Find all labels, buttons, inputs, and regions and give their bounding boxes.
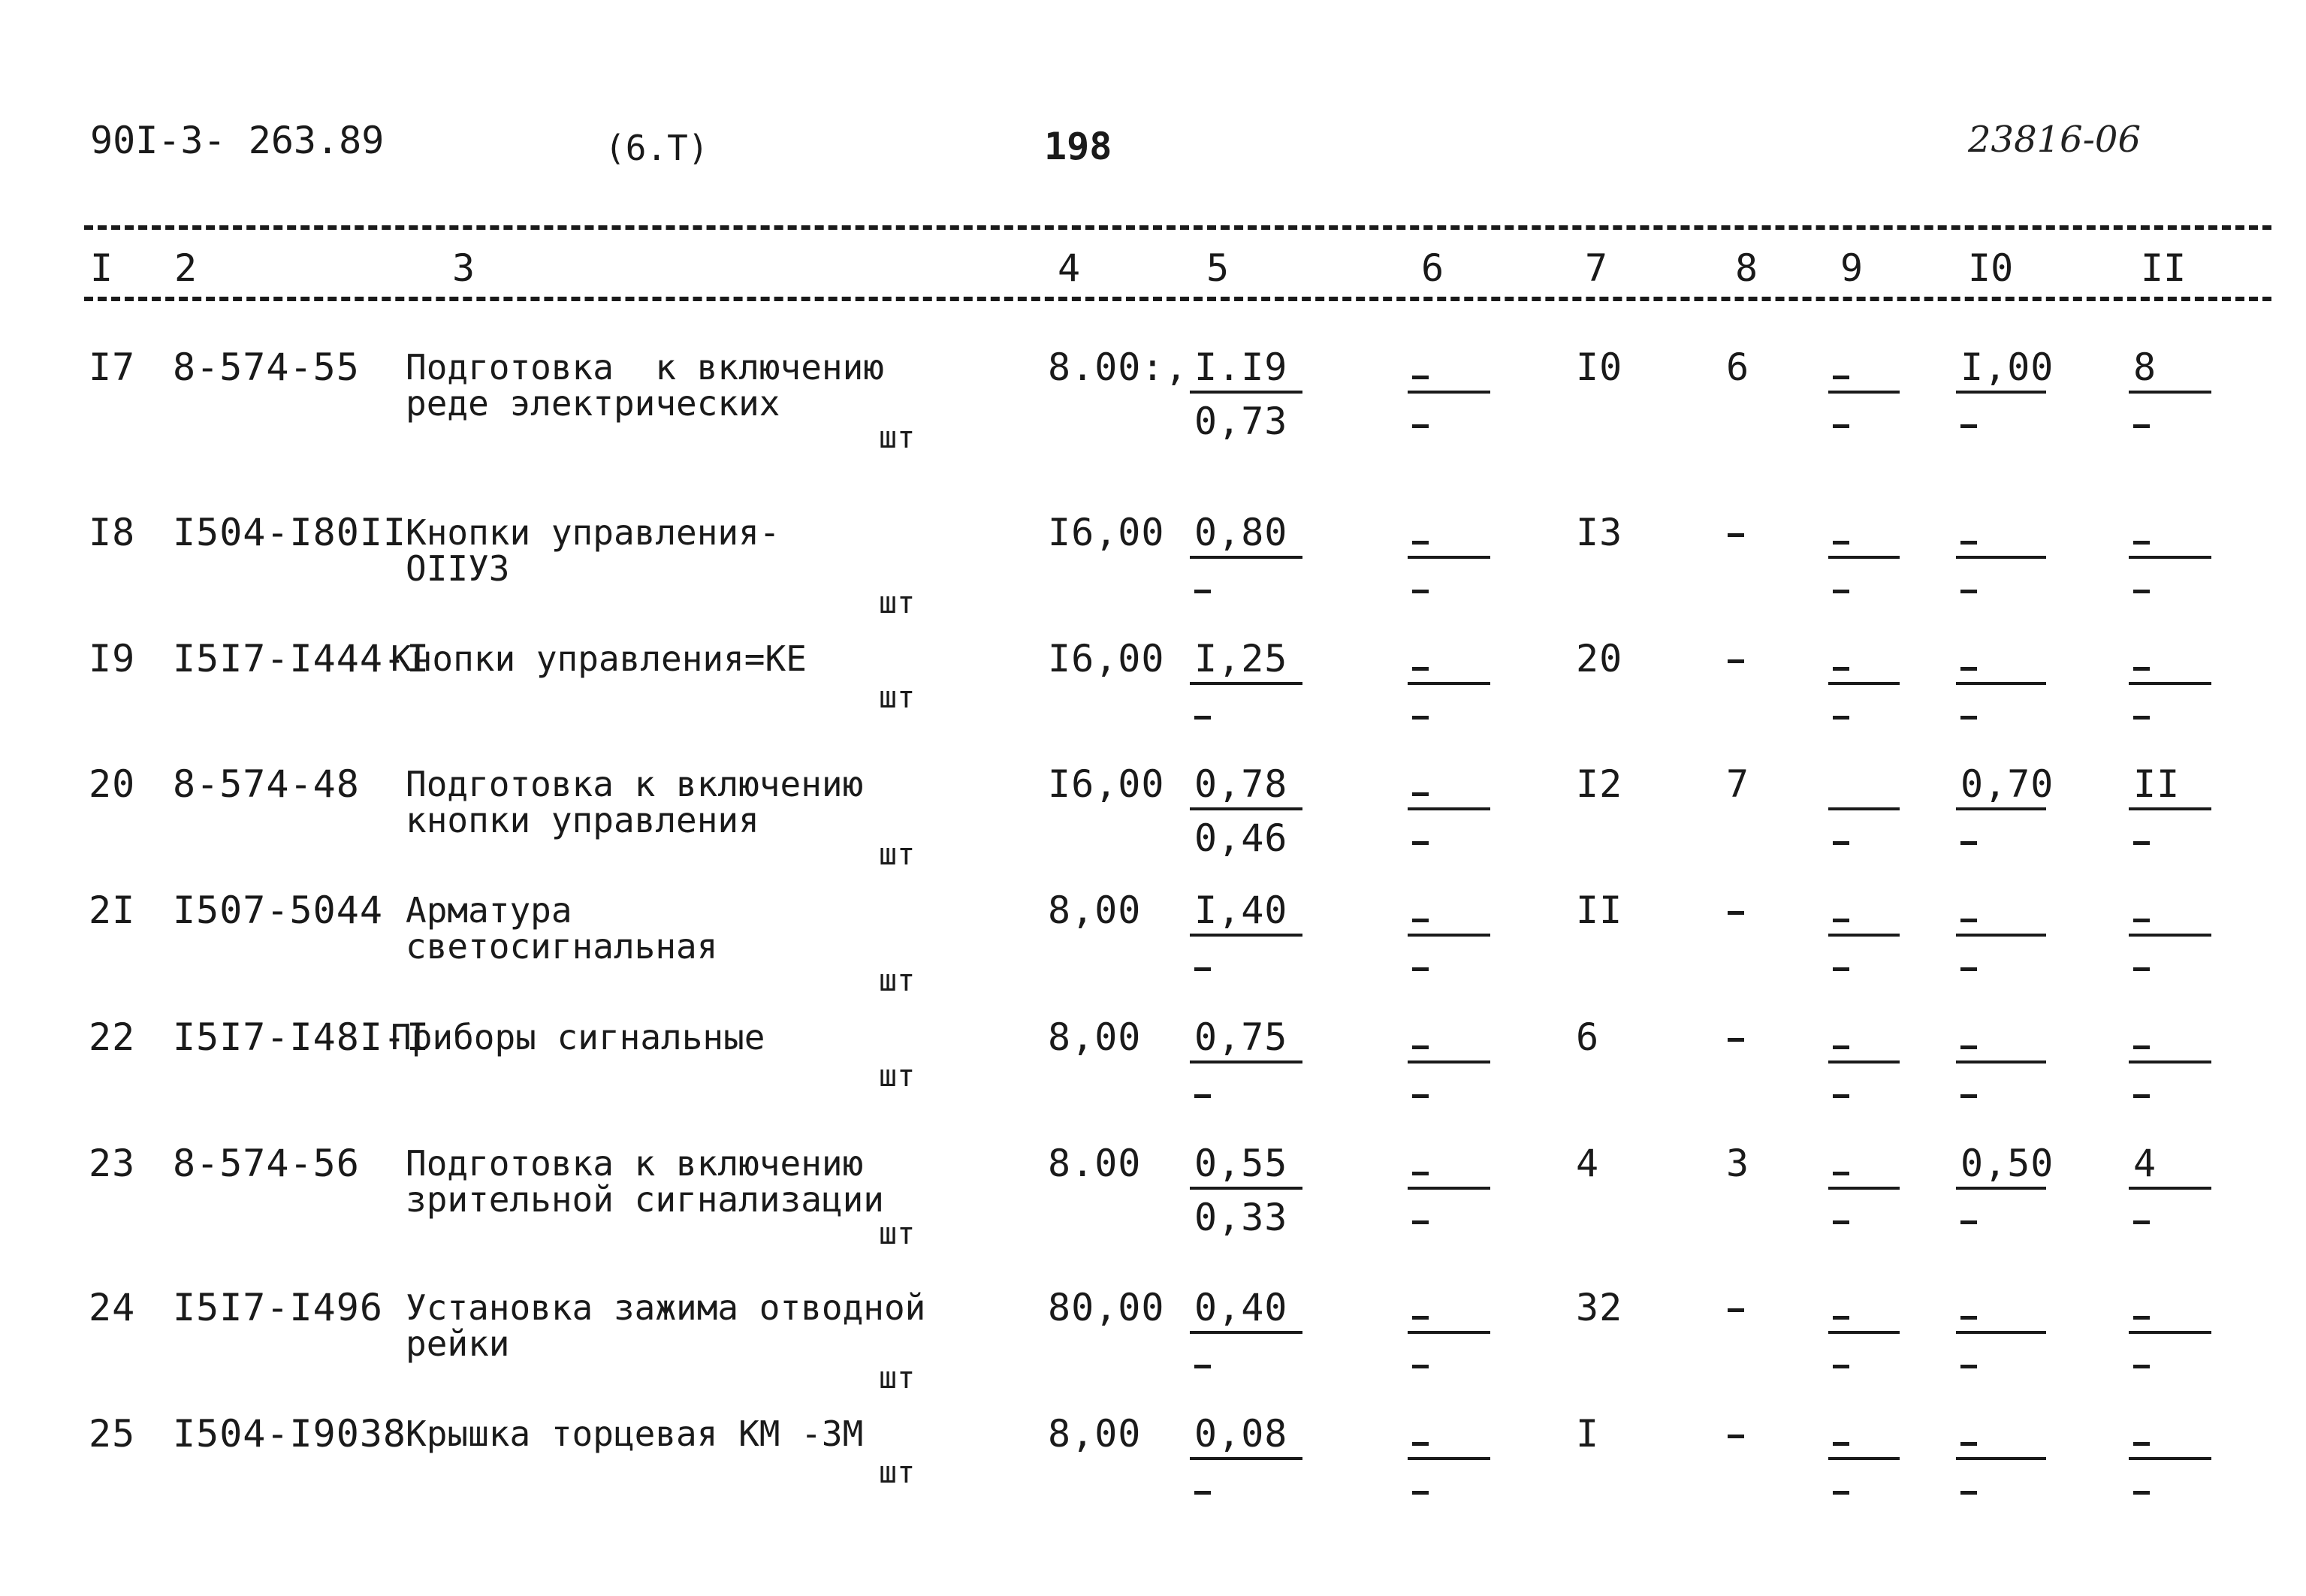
col10-bottom-dash bbox=[1960, 841, 1977, 845]
col11-top-dash bbox=[2133, 667, 2150, 671]
col5-top: 0,40 bbox=[1194, 1286, 1288, 1329]
col7-value: I3 bbox=[1576, 511, 1623, 554]
col11-bottom-dash bbox=[2133, 1220, 2150, 1224]
col5-rule bbox=[1190, 391, 1302, 394]
col6-top-dash bbox=[1412, 1442, 1429, 1446]
col5-top: I.I9 bbox=[1194, 345, 1288, 389]
col10-top: 0,50 bbox=[1960, 1142, 2054, 1185]
col9-bottom-dash bbox=[1833, 424, 1849, 428]
col8-dash bbox=[1728, 1308, 1744, 1312]
item-name-line-1: Подготовка к включению bbox=[406, 347, 884, 388]
column-header-11: II bbox=[2141, 246, 2187, 290]
column-header-10: I0 bbox=[1968, 246, 2014, 290]
col11-rule bbox=[2129, 807, 2211, 810]
col5-rule bbox=[1190, 682, 1302, 685]
col10-top: I,00 bbox=[1960, 345, 2054, 389]
item-unit: шт bbox=[879, 1456, 916, 1490]
col9-rule bbox=[1828, 1331, 1900, 1334]
row-number: I9 bbox=[89, 637, 136, 680]
col10-bottom-dash bbox=[1960, 1365, 1977, 1368]
col11-rule bbox=[2129, 1187, 2211, 1190]
col10-rule bbox=[1956, 1457, 2046, 1460]
item-code: I504-I9038 bbox=[173, 1412, 407, 1456]
column-header-2: 2 bbox=[174, 246, 198, 290]
col6-rule bbox=[1408, 1187, 1490, 1190]
col5-top: 0,78 bbox=[1194, 762, 1288, 806]
item-name-line-2: реде электрических bbox=[406, 383, 780, 424]
col9-top-dash bbox=[1833, 1316, 1849, 1320]
col10-bottom-dash bbox=[1960, 1220, 1977, 1224]
col6-bottom-dash bbox=[1412, 967, 1429, 971]
col9-top-dash bbox=[1833, 376, 1849, 379]
quantity: 8.00 bbox=[1048, 1142, 1142, 1185]
col8-dash bbox=[1728, 911, 1744, 915]
item-name-line-1: Установка зажима отводной bbox=[406, 1287, 926, 1328]
col5-top: 0,75 bbox=[1194, 1015, 1288, 1059]
archive-number: 23816-06 bbox=[1968, 119, 2141, 161]
col6-rule bbox=[1408, 934, 1490, 937]
item-code: I5I7-I496 bbox=[173, 1286, 383, 1329]
col5-bottom-dash bbox=[1194, 1365, 1211, 1368]
col5-rule bbox=[1190, 1457, 1302, 1460]
col9-bottom-dash bbox=[1833, 1365, 1849, 1368]
col10-bottom-dash bbox=[1960, 716, 1977, 720]
quantity: I6,00 bbox=[1048, 511, 1165, 554]
row-number: 22 bbox=[89, 1015, 136, 1059]
col10-bottom-dash bbox=[1960, 1491, 1977, 1495]
col8-value: 7 bbox=[1726, 762, 1750, 806]
col5-bottom-dash bbox=[1194, 590, 1211, 593]
item-name-line-2: светосигнальная bbox=[406, 926, 718, 967]
row-number: I7 bbox=[89, 345, 136, 389]
col10-top-dash bbox=[1960, 1045, 1977, 1049]
col10-bottom-dash bbox=[1960, 1094, 1977, 1098]
col6-bottom-dash bbox=[1412, 1220, 1429, 1224]
col6-top-dash bbox=[1412, 667, 1429, 671]
col10-rule bbox=[1956, 807, 2046, 810]
col5-rule bbox=[1190, 807, 1302, 810]
col5-top: 0,08 bbox=[1194, 1412, 1288, 1456]
column-header-6: 6 bbox=[1421, 246, 1444, 290]
col5-bottom: 0,46 bbox=[1194, 816, 1288, 860]
col10-top-dash bbox=[1960, 667, 1977, 671]
col11-bottom-dash bbox=[2133, 1094, 2150, 1098]
col9-rule bbox=[1828, 556, 1900, 559]
col9-bottom-dash bbox=[1833, 1491, 1849, 1495]
row-number: 24 bbox=[89, 1286, 136, 1329]
col6-bottom-dash bbox=[1412, 590, 1429, 593]
col9-rule bbox=[1828, 934, 1900, 937]
table-top-rule bbox=[84, 225, 2271, 230]
col6-rule bbox=[1408, 807, 1490, 810]
item-code: I5I7-I444-I bbox=[173, 637, 430, 680]
col9-rule bbox=[1828, 1187, 1900, 1190]
col5-top: 0,55 bbox=[1194, 1142, 1288, 1185]
col10-bottom-dash bbox=[1960, 424, 1977, 428]
col6-top-dash bbox=[1412, 792, 1429, 796]
item-name-line-2: рейки bbox=[406, 1323, 510, 1364]
col5-bottom-dash bbox=[1194, 967, 1211, 971]
col11-top: 4 bbox=[2133, 1142, 2157, 1185]
col8-value: 6 bbox=[1726, 345, 1750, 389]
col5-rule bbox=[1190, 1060, 1302, 1063]
col5-rule bbox=[1190, 1331, 1302, 1334]
row-number: 23 bbox=[89, 1142, 136, 1185]
col9-bottom-dash bbox=[1833, 590, 1849, 593]
col11-bottom-dash bbox=[2133, 1491, 2150, 1495]
col10-top: 0,70 bbox=[1960, 762, 2054, 806]
item-name-line-1: Приборы сигнальные bbox=[391, 1017, 765, 1057]
item-unit: шт bbox=[879, 421, 916, 455]
col6-bottom-dash bbox=[1412, 1365, 1429, 1368]
volume-label: (6.T) bbox=[605, 128, 709, 168]
col10-rule bbox=[1956, 934, 2046, 937]
col9-rule bbox=[1828, 682, 1900, 685]
col11-rule bbox=[2129, 1060, 2211, 1063]
col9-top-dash bbox=[1833, 1172, 1849, 1175]
col5-bottom: 0,73 bbox=[1194, 400, 1288, 443]
col6-bottom-dash bbox=[1412, 841, 1429, 845]
col9-rule bbox=[1828, 1060, 1900, 1063]
col9-bottom-dash bbox=[1833, 841, 1849, 845]
col7-value: 4 bbox=[1576, 1142, 1600, 1185]
col5-bottom-dash bbox=[1194, 1491, 1211, 1495]
col6-rule bbox=[1408, 1060, 1490, 1063]
column-header-7: 7 bbox=[1585, 246, 1608, 290]
quantity: 80,00 bbox=[1048, 1286, 1165, 1329]
col11-bottom-dash bbox=[2133, 590, 2150, 593]
item-name-line-1: Крышка торцевая КМ -3М bbox=[406, 1413, 864, 1454]
col6-rule bbox=[1408, 556, 1490, 559]
col8-dash bbox=[1728, 1038, 1744, 1042]
col9-bottom-dash bbox=[1833, 967, 1849, 971]
quantity: I6,00 bbox=[1048, 637, 1165, 680]
col11-rule bbox=[2129, 1331, 2211, 1334]
col10-bottom-dash bbox=[1960, 590, 1977, 593]
col5-top: I,25 bbox=[1194, 637, 1288, 680]
col11-top-dash bbox=[2133, 919, 2150, 922]
quantity: I6,00 bbox=[1048, 762, 1165, 806]
col6-top-dash bbox=[1412, 376, 1429, 379]
item-name-line-2: зрительной сигнализации bbox=[406, 1179, 884, 1220]
col5-bottom-dash bbox=[1194, 716, 1211, 720]
col5-bottom-dash bbox=[1194, 1094, 1211, 1098]
row-number: 25 bbox=[89, 1412, 136, 1456]
col7-value: II bbox=[1576, 889, 1623, 932]
col10-top-dash bbox=[1960, 1442, 1977, 1446]
col10-rule bbox=[1956, 1060, 2046, 1063]
col10-top-dash bbox=[1960, 919, 1977, 922]
item-unit: шт bbox=[879, 1361, 916, 1395]
col9-bottom-dash bbox=[1833, 1094, 1849, 1098]
col10-rule bbox=[1956, 1187, 2046, 1190]
col11-top-dash bbox=[2133, 541, 2150, 545]
col11-bottom-dash bbox=[2133, 424, 2150, 428]
column-header-1: I bbox=[90, 246, 113, 290]
item-code: 8-574-55 bbox=[173, 345, 360, 389]
col11-rule bbox=[2129, 391, 2211, 394]
col11-bottom-dash bbox=[2133, 716, 2150, 720]
col7-value: 32 bbox=[1576, 1286, 1623, 1329]
col9-top-dash bbox=[1833, 1442, 1849, 1446]
quantity: 8,00 bbox=[1048, 1015, 1142, 1059]
col6-top-dash bbox=[1412, 1316, 1429, 1320]
col5-top: 0,80 bbox=[1194, 511, 1288, 554]
document-code: 90I-3- 263.89 bbox=[90, 119, 385, 162]
col11-rule bbox=[2129, 682, 2211, 685]
item-unit: шт bbox=[879, 680, 916, 715]
item-name-line-1: Арматура bbox=[406, 890, 572, 931]
col6-rule bbox=[1408, 1457, 1490, 1460]
col11-top-dash bbox=[2133, 1316, 2150, 1320]
col6-top-dash bbox=[1412, 541, 1429, 545]
item-name-line-1: Кнопки управления- bbox=[406, 512, 780, 553]
col6-rule bbox=[1408, 682, 1490, 685]
col7-value: I bbox=[1576, 1412, 1600, 1456]
col11-bottom-dash bbox=[2133, 841, 2150, 845]
item-name-line-1: Кнопки управления=КЕ bbox=[391, 638, 807, 679]
row-number: I8 bbox=[89, 511, 136, 554]
col7-value: I0 bbox=[1576, 345, 1623, 389]
item-code: I5I7-I48I-I bbox=[173, 1015, 430, 1059]
quantity: 8,00 bbox=[1048, 1412, 1142, 1456]
item-code: 8-574-56 bbox=[173, 1142, 360, 1185]
col6-bottom-dash bbox=[1412, 716, 1429, 720]
col6-rule bbox=[1408, 1331, 1490, 1334]
item-unit: шт bbox=[879, 964, 916, 998]
quantity: 8.00:, bbox=[1048, 345, 1188, 389]
col11-rule bbox=[2129, 1457, 2211, 1460]
col6-top-dash bbox=[1412, 919, 1429, 922]
row-number: 2I bbox=[89, 889, 136, 932]
item-name-line-2: OIIУ3 bbox=[406, 548, 510, 589]
col11-top-dash bbox=[2133, 1045, 2150, 1049]
col10-rule bbox=[1956, 556, 2046, 559]
col11-bottom-dash bbox=[2133, 1365, 2150, 1368]
col11-top: 8 bbox=[2133, 345, 2157, 389]
col9-rule bbox=[1828, 807, 1900, 810]
col10-rule bbox=[1956, 1331, 2046, 1334]
col7-value: 20 bbox=[1576, 637, 1623, 680]
column-header-9: 9 bbox=[1840, 246, 1864, 290]
item-code: I507-5044 bbox=[173, 889, 383, 932]
col11-top-dash bbox=[2133, 1442, 2150, 1446]
col5-bottom: 0,33 bbox=[1194, 1196, 1288, 1239]
col5-top: I,40 bbox=[1194, 889, 1288, 932]
col8-dash bbox=[1728, 533, 1744, 537]
col8-dash bbox=[1728, 1435, 1744, 1438]
col10-top-dash bbox=[1960, 541, 1977, 545]
col6-bottom-dash bbox=[1412, 424, 1429, 428]
col5-rule bbox=[1190, 934, 1302, 937]
item-name-line-1: Подготовка к включению bbox=[406, 764, 864, 804]
column-header-8: 8 bbox=[1735, 246, 1758, 290]
col9-top-dash bbox=[1833, 1045, 1849, 1049]
item-name-line-1: Подготовка к включению bbox=[406, 1143, 864, 1184]
col5-rule bbox=[1190, 556, 1302, 559]
col9-bottom-dash bbox=[1833, 1220, 1849, 1224]
col9-rule bbox=[1828, 1457, 1900, 1460]
row-number: 20 bbox=[89, 762, 136, 806]
col6-top-dash bbox=[1412, 1172, 1429, 1175]
page-number: 198 bbox=[1044, 125, 1112, 168]
col6-bottom-dash bbox=[1412, 1491, 1429, 1495]
col10-rule bbox=[1956, 682, 2046, 685]
col9-top-dash bbox=[1833, 919, 1849, 922]
item-unit: шт bbox=[879, 1217, 916, 1251]
col8-value: 3 bbox=[1726, 1142, 1750, 1185]
item-code: 8-574-48 bbox=[173, 762, 360, 806]
item-code: I504-I80II bbox=[173, 511, 407, 554]
col7-value: 6 bbox=[1576, 1015, 1600, 1059]
col11-rule bbox=[2129, 934, 2211, 937]
col11-rule bbox=[2129, 556, 2211, 559]
item-unit: шт bbox=[879, 1059, 916, 1094]
col8-dash bbox=[1728, 659, 1744, 663]
col9-top-dash bbox=[1833, 667, 1849, 671]
col5-rule bbox=[1190, 1187, 1302, 1190]
item-unit: шт bbox=[879, 586, 916, 620]
item-unit: шт bbox=[879, 837, 916, 872]
table-header-rule bbox=[84, 297, 2271, 301]
col6-bottom-dash bbox=[1412, 1094, 1429, 1098]
col6-top-dash bbox=[1412, 1045, 1429, 1049]
column-header-5: 5 bbox=[1206, 246, 1230, 290]
col10-bottom-dash bbox=[1960, 967, 1977, 971]
col10-rule bbox=[1956, 391, 2046, 394]
col6-rule bbox=[1408, 391, 1490, 394]
col9-top-dash bbox=[1833, 541, 1849, 545]
col9-bottom-dash bbox=[1833, 716, 1849, 720]
col11-top: II bbox=[2133, 762, 2181, 806]
item-name-line-2: кнопки управления bbox=[406, 800, 759, 840]
col11-bottom-dash bbox=[2133, 967, 2150, 971]
col7-value: I2 bbox=[1576, 762, 1623, 806]
col9-rule bbox=[1828, 391, 1900, 394]
column-header-3: 3 bbox=[452, 246, 475, 290]
column-header-4: 4 bbox=[1058, 246, 1081, 290]
col10-top-dash bbox=[1960, 1316, 1977, 1320]
quantity: 8,00 bbox=[1048, 889, 1142, 932]
